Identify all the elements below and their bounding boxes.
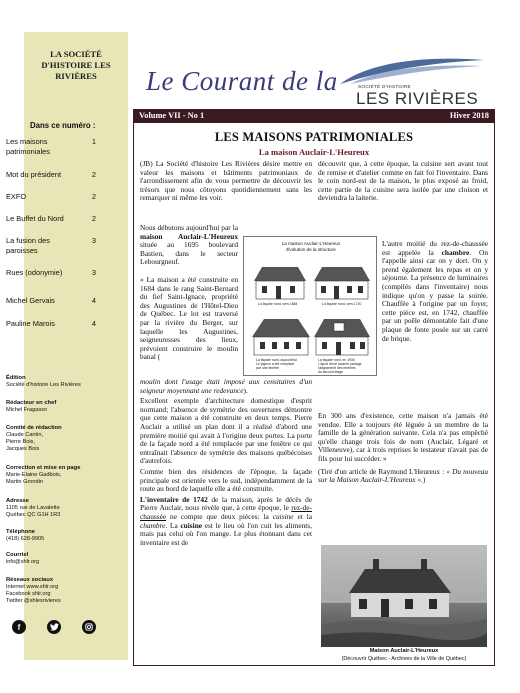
credits-courriel — [6, 552, 100, 566]
facebook-icon[interactable]: f — [12, 620, 26, 634]
photo-credit: (Découvrir Québec - Archives de la Ville de Québec) — [341, 656, 467, 662]
toc-label: Les maisons patrimoniales — [6, 137, 50, 156]
toc-heading: Dans ce numéro : — [30, 121, 96, 130]
credits-correction — [6, 465, 100, 486]
toc-page: 2 — [91, 170, 96, 179]
credits-text: Pierre Bois, — [6, 439, 35, 445]
credits-edition — [6, 375, 100, 389]
masthead-title: Le Courant de la — [146, 66, 338, 96]
toc-item-gervais[interactable] — [6, 296, 98, 306]
paragraph: « La maison a été construite en 1684 dans le rang Saint-Bernard du fief Saint-Ignace, propriété des Augustines de l'Hôtel-Dieu de Québec. Le lot est traversé par la rivière du Berger, sur laquelle les Augustines, seigneuresses des lieux, prévoient construire le moulin banal ( — [140, 275, 238, 362]
toc-page: 3 — [91, 268, 96, 277]
email-link[interactable]: info@shlr.org — [6, 559, 40, 565]
instagram-icon[interactable] — [82, 620, 96, 634]
paragraph: (JB) La Société d'histoire Les Rivières désire mettre en valeur les maisons et bâtiments patrimoniaux de l'arrondissement afin de vous permettre de découvrir les trésors que nous côtoyons quotidiennement sans les remarquer ni même les voir. — [140, 159, 312, 203]
credits-text: Michel Fragasso — [6, 407, 48, 413]
twitter-icon[interactable] — [47, 620, 61, 634]
toc-item-buffet[interactable] — [6, 214, 98, 224]
toc-label: EXFO — [6, 192, 27, 201]
toc-page: 4 — [91, 296, 96, 305]
credits-heading: Correction et mise en page — [6, 465, 81, 471]
logo-swoosh-icon — [332, 54, 492, 88]
toc-page: 1 — [91, 137, 96, 146]
credits-text: Marie-Elaine Gadbois, — [6, 472, 62, 478]
article-col-right-top — [318, 160, 488, 203]
toc-item-fusion[interactable] — [6, 236, 98, 255]
social-icons — [12, 620, 96, 634]
paragraph: découvrir que, à cette époque, la cuisine sert avant tout de remise et d'atelier comme en fait foi l'inventaire. Dans le coin nord-est de la maison, le plus exposé au froid, cette partie de la cuisine sera isolée par une cloison et deviendra la laiterie. — [318, 159, 488, 203]
house-evolution-diagram — [243, 236, 377, 376]
twitter-link[interactable]: Twitter @shlesrivieres — [6, 598, 61, 604]
toc-label: Rues (odonymie) — [6, 268, 63, 277]
toc-label: Le Buffet du Nord — [6, 214, 64, 223]
credits-heading: Comité de rédaction — [6, 425, 62, 431]
toc-item-marois[interactable] — [6, 319, 98, 329]
credits-heading: Rédacteur en chef — [6, 400, 57, 406]
paragraph: Excellent exemple d'architecture domestique d'esprit normand; l'absence de symétrie des ouvertures démontre que cette maison a été construite en deux temps. Pierre Auclair a utilisé un plan dont il a réalisé d'abord une première moitié qui avait à l'origine deux portes. La porte de la façade nord a été remplacée par une fenêtre ce qui entraînait l'absence de symétrie des maisons québécoises d'autrefois. — [140, 396, 312, 466]
toc-page: 2 — [91, 192, 96, 201]
house-photo — [321, 545, 487, 647]
house-1720-icon — [314, 267, 370, 299]
toc-label: Pauline Marois — [6, 319, 55, 328]
house-1684-icon — [254, 267, 306, 299]
credits-text: (418) 628-9905 — [6, 536, 45, 542]
toc-label: La fusion des paroisses — [6, 236, 50, 255]
toc-item-maisons[interactable] — [6, 137, 98, 156]
credits-reseaux — [6, 577, 100, 605]
article-col-right-narrow — [382, 240, 488, 343]
article-subtitle: La maison Auclair-L'Heureux — [258, 147, 370, 157]
toc-label: Mot du président — [6, 170, 62, 179]
credits-text: Québec QC G1H 1R3 — [6, 512, 61, 518]
article-col-narrow-2 — [140, 276, 238, 362]
credits-redacteur — [6, 400, 100, 414]
diagram-caption: La façade nord, vers 1684 — [258, 302, 298, 306]
issue-bar — [133, 109, 495, 123]
credits-heading: Téléphone — [6, 529, 35, 535]
paragraph: L'autre moitié du rez-de-chaussée est appelée la chambre. On l'appelle ainsi car on y dort. On y prend également les repas et on y séjourne. La présence de luminaires (compilés dans l'inventaire) nous indique qu'on y passe la soirée. Chauffée à l'origine par un foyer, cette pièce est, en 1742, chauffée par un poêle démontable fait d'une plaque de fonte posée sur un carré de brique. — [382, 239, 488, 343]
paragraph: En 300 ans d'existence, cette maison n'a jamais été vendue. Elle a toujours été léguée à un membre de la famille de la génération suivante. Cela n'a pas empêché qu'elle change trois fois de nom (Auclair, Légaré et Villeneuve), car à trois reprises le testateur n'avait pas de fils pour lui succéder. » — [318, 411, 488, 463]
credits-text: Jacques Bois — [6, 446, 40, 452]
society-title — [28, 49, 124, 82]
article-col-right-lower — [318, 412, 488, 485]
diagram-title-line: La maison Auclair-L'Heureux — [281, 241, 341, 246]
credits-text: Claude Cantin, — [6, 432, 44, 438]
diagram-caption: La façade nord, aujourd'hui Le pignon a été remplacé par une fenêtre — [256, 358, 297, 370]
credits-text: Société d'histoire Les Rivières — [6, 382, 81, 388]
society-title-line: D'HISTOIRE LES — [41, 60, 111, 70]
credits-heading: Édition — [6, 375, 26, 381]
society-title-line: RIVIÈRES — [55, 71, 97, 81]
toc-page: 3 — [91, 236, 96, 245]
credits-heading: Courriel — [6, 552, 29, 558]
facebook-link[interactable]: Facebook shlr.org — [6, 591, 51, 597]
credits-adresse — [6, 498, 100, 519]
toc-item-mot-president[interactable] — [6, 170, 98, 180]
toc-item-exfo[interactable] — [6, 192, 98, 202]
paragraph: Nous débutons aujourd'hui par la maison Auclair-L'Heureux située au 1695 boulevard Bastien, dans le secteur Lebourgneuf. — [140, 223, 238, 267]
website-link[interactable]: Internet www.shlr.org — [6, 584, 59, 590]
society-title-line: LA SOCIÉTÉ — [50, 49, 102, 59]
toc-label: Michel Gervais — [6, 296, 55, 305]
house-today-icon — [252, 319, 310, 355]
house-1930-icon — [314, 319, 370, 355]
house-photo-image — [321, 545, 487, 647]
issue-season: Hiver 2018 — [449, 111, 489, 120]
diagram-caption: La façade nord, en 1930 L'ajout d'une lucarne partage l'alignement des fenêtres du second étage — [318, 358, 362, 374]
paragraph: moulin dont l'usage était imposé aux censitaires d'un seigneur moyennant une redevance). — [140, 377, 312, 395]
article-col-narrow — [140, 224, 238, 267]
house-drawings — [244, 237, 378, 377]
logo-title: LES RIVIÈRES — [356, 89, 479, 108]
toc-page: 4 — [91, 319, 96, 328]
credits-text: 1105 rue de Lavalette — [6, 505, 60, 511]
paragraph: L'inventaire de 1742 de la maison, après le décès de Pierre Auclair, nous révèle que, à cette époque, le rez-de-chaussée ne compte que deux pièces: la cuisine et la chambre. La cuisine est le lieu où l'on cuit les aliments, mais pas celui où l'on mange. Le plus étonnant dans cet inventaire est de — [140, 494, 313, 547]
paragraph: (Tiré d'un article de Raymond L'Heureux : « Du nouveau sur la Maison Auclair-L'Heureux ».) — [318, 466, 489, 485]
toc-item-rues[interactable] — [6, 268, 98, 278]
article-intro — [140, 160, 312, 203]
photo-caption: Maison Auclair-L'Heureux — [369, 648, 439, 654]
credits-telephone — [6, 529, 100, 543]
credits-heading: Adresse — [6, 498, 29, 504]
credits-text: Martin Grondin — [6, 479, 43, 485]
issue-volume: Volume VII - No 1 — [139, 111, 205, 120]
credits-comite — [6, 425, 100, 453]
credits-heading: Réseaux sociaux — [6, 577, 54, 583]
article-title: LES MAISONS PATRIMONIALES — [214, 130, 414, 144]
diagram-title-line: Évolution de la structure — [286, 246, 336, 252]
article-col-left-lower — [140, 378, 312, 547]
diagram-caption: La façade nord, vers 1720 — [322, 302, 362, 306]
toc-page: 2 — [91, 214, 96, 223]
logo-subtitle: SOCIÉTÉ D'HISTOIRE — [358, 85, 411, 90]
paragraph: Comme bien des résidences de l'époque, la façade principale est orientée vers le sud, indépendamment de la route au bord de laquelle elle a été construite. — [140, 466, 312, 494]
